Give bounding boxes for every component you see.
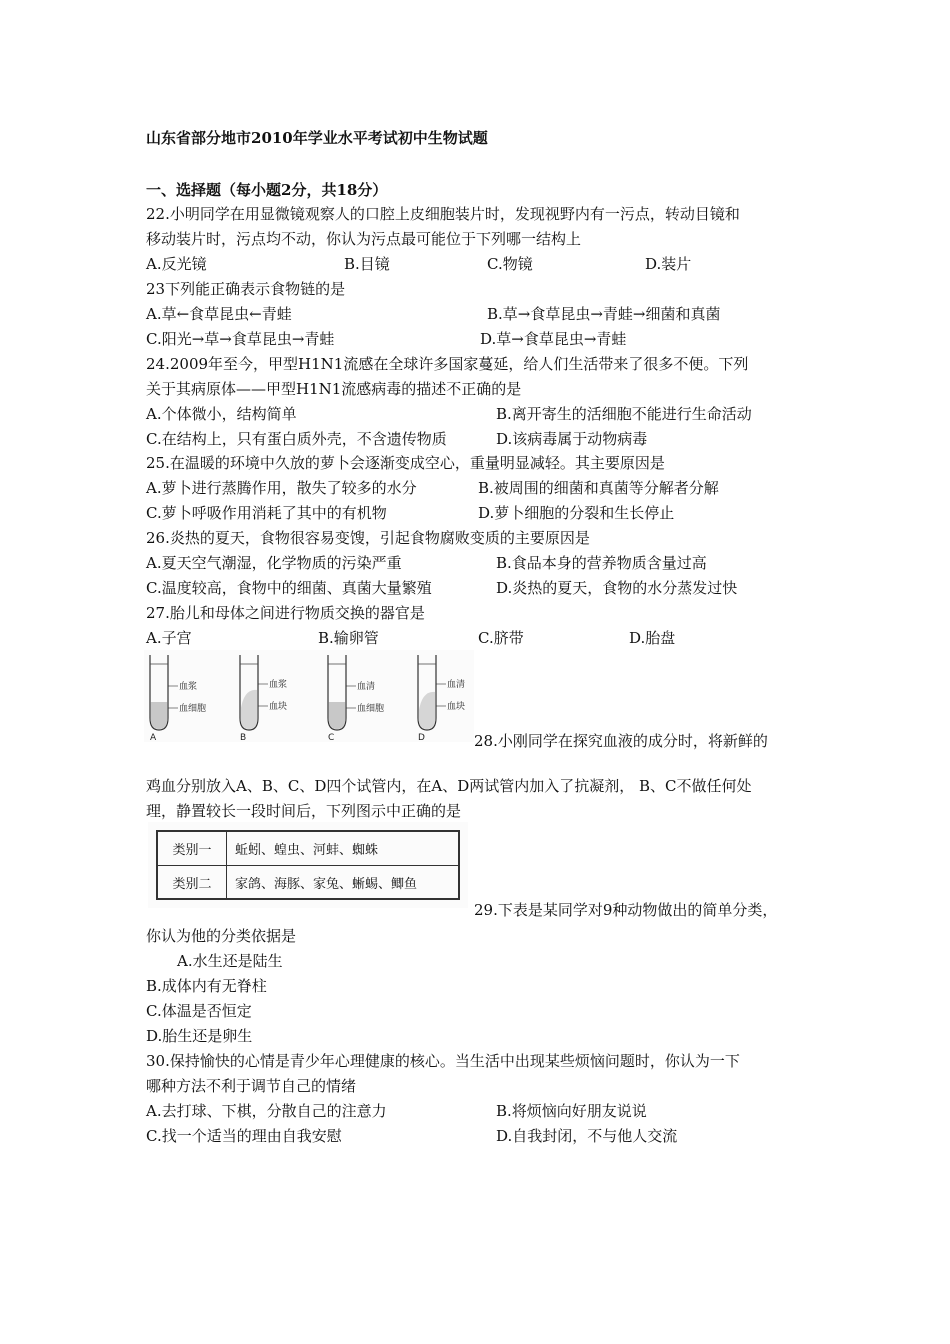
table-row <box>158 866 458 899</box>
test-tube-figure <box>144 650 474 742</box>
tube-b <box>240 655 287 742</box>
q27-option-a: A.子宫 <box>146 629 192 647</box>
q24-stem-line2: 关于其病原体——甲型H1N1流感病毒的描述不正确的是 <box>146 380 522 398</box>
q22-stem-line1: 22.小明同学在用显微镜观察人的口腔上皮细胞装片时，发现视野内有一污点，转动目镜和 <box>146 205 740 223</box>
q25-option-b: B.被周围的细菌和真菌等分解者分解 <box>478 479 719 497</box>
tube-a-top-label: 血浆 <box>179 682 198 692</box>
q22-option-a: A.反光镜 <box>146 255 207 273</box>
q30-option-c: C.找一个适当的理由自我安慰 <box>146 1127 342 1145</box>
q26-option-c: C.温度较高，食物中的细菌、真菌大量繁殖 <box>146 579 432 597</box>
q24-option-a: A.个体微小，结构简单 <box>146 405 297 423</box>
q23-stem: 23下列能正确表示食物链的是 <box>146 280 346 298</box>
tube-c-letter: C <box>328 733 335 742</box>
q25-stem: 25.在温暖的环境中久放的萝卜会逐渐变成空心，重量明显减轻。其主要原因是 <box>146 454 665 472</box>
q28-stem-line1: 28.小刚同学在探究血液的成分时，将新鲜的 <box>474 732 768 750</box>
q22-stem-line2: 移动装片时，污点均不动，你认为污点最可能位于下列哪一结构上 <box>146 230 582 248</box>
classification-table <box>156 830 460 900</box>
tube-c <box>328 655 384 742</box>
q25-option-d: D.萝卜细胞的分裂和生长停止 <box>478 504 675 522</box>
table-row <box>158 832 458 866</box>
tube-c-bottom-label: 血细胞 <box>357 704 385 714</box>
tube-b-letter: B <box>240 733 247 742</box>
table-cell-category: 类别一 <box>158 832 227 865</box>
q26-stem: 26.炎热的夏天，食物很容易变馊，引起食物腐败变质的主要原因是 <box>146 529 590 547</box>
tube-c-top-label: 血清 <box>357 682 376 692</box>
section-heading: 一、选择题（每小题2分，共18分） <box>146 181 388 199</box>
q26-option-b: B.食品本身的营养物质含量过高 <box>496 554 707 572</box>
q30-stem-line2: 哪种方法不利于调节自己的情绪 <box>146 1077 357 1095</box>
tube-a <box>150 655 206 742</box>
q28-stem-line2: 鸡血分别放入A、B、C、D四个试管内，在A、D两试管内加入了抗凝剂， B、C不做任何处 <box>146 777 752 795</box>
table-cell-items: 家鸽、海豚、家兔、蜥蜴、鲫鱼 <box>235 877 418 892</box>
q24-option-d: D.该病毒属于动物病毒 <box>496 430 648 448</box>
q27-option-d: D.胎盘 <box>629 629 676 647</box>
tube-a-letter: A <box>150 733 157 742</box>
q30-option-b: B.将烦恼向好朋友说说 <box>496 1102 647 1120</box>
q23-option-a: A.草←食草昆虫←青蛙 <box>146 305 292 323</box>
q27-option-c: C.脐带 <box>478 629 524 647</box>
q29-option-c: C.体温是否恒定 <box>146 1002 252 1020</box>
tube-d-bottom-label: 血块 <box>447 702 466 712</box>
q29-option-d: D.胎生还是卵生 <box>146 1027 253 1045</box>
q25-option-c: C.萝卜呼吸作用消耗了其中的有机物 <box>146 504 387 522</box>
q24-stem-line1: 24.2009年至今，甲型H1N1流感在全球许多国家蔓延，给人们生活带来了很多不便。下列 <box>146 355 749 373</box>
table-cell-category: 类别二 <box>158 866 227 899</box>
tube-d <box>418 655 465 742</box>
q30-stem-line1: 30.保持愉快的心情是青少年心理健康的核心。当生活中出现某些烦恼问题时，你认为一下 <box>146 1052 740 1070</box>
q25-option-a: A.萝卜进行蒸腾作用，散失了较多的水分 <box>146 479 417 497</box>
table-cell-items: 蚯蚓、蝗虫、河蚌、蜘蛛 <box>235 843 379 858</box>
q27-option-b: B.输卵管 <box>318 629 379 647</box>
tube-d-top-label: 血清 <box>447 680 466 690</box>
q23-option-b: B.草→食草昆虫→青蛙→细菌和真菌 <box>487 305 721 323</box>
q26-option-d: D.炎热的夏天，食物的水分蒸发过快 <box>496 579 738 597</box>
q23-option-d: D.草→食草昆虫→青蛙 <box>480 330 627 348</box>
q24-option-c: C.在结构上，只有蛋白质外壳，不含遗传物质 <box>146 430 447 448</box>
tube-d-letter: D <box>418 733 425 742</box>
q26-option-a: A.夏天空气潮湿，化学物质的污染严重 <box>146 554 402 572</box>
page-title: 山东省部分地市2010年学业水平考试初中生物试题 <box>146 129 488 147</box>
q24-option-b: B.离开寄生的活细胞不能进行生命活动 <box>496 405 752 423</box>
q22-option-d: D.装片 <box>645 255 692 273</box>
q29-option-b: B.成体内有无脊柱 <box>146 977 267 995</box>
q29-stem-line1: 29.下表是某同学对9种动物做出的简单分类， <box>474 901 778 919</box>
q22-option-c: C.物镜 <box>487 255 533 273</box>
tube-a-bottom-label: 血细胞 <box>179 704 207 714</box>
q22-option-b: B.目镜 <box>344 255 390 273</box>
tube-b-bottom-label: 血块 <box>269 702 288 712</box>
q23-option-c: C.阳光→草→食草昆虫→青蛙 <box>146 330 335 348</box>
q29-stem-line2: 你认为他的分类依据是 <box>146 927 297 945</box>
q30-option-a: A.去打球、下棋，分散自己的注意力 <box>146 1102 387 1120</box>
q28-stem-line3: 理，静置较长一段时间后，下列图示中正确的是 <box>146 802 462 820</box>
tube-b-top-label: 血浆 <box>269 680 288 690</box>
q27-stem: 27.胎儿和母体之间进行物质交换的器官是 <box>146 604 425 622</box>
q29-option-a: A.水生还是陆生 <box>177 952 283 970</box>
q30-option-d: D.自我封闭，不与他人交流 <box>496 1127 678 1145</box>
